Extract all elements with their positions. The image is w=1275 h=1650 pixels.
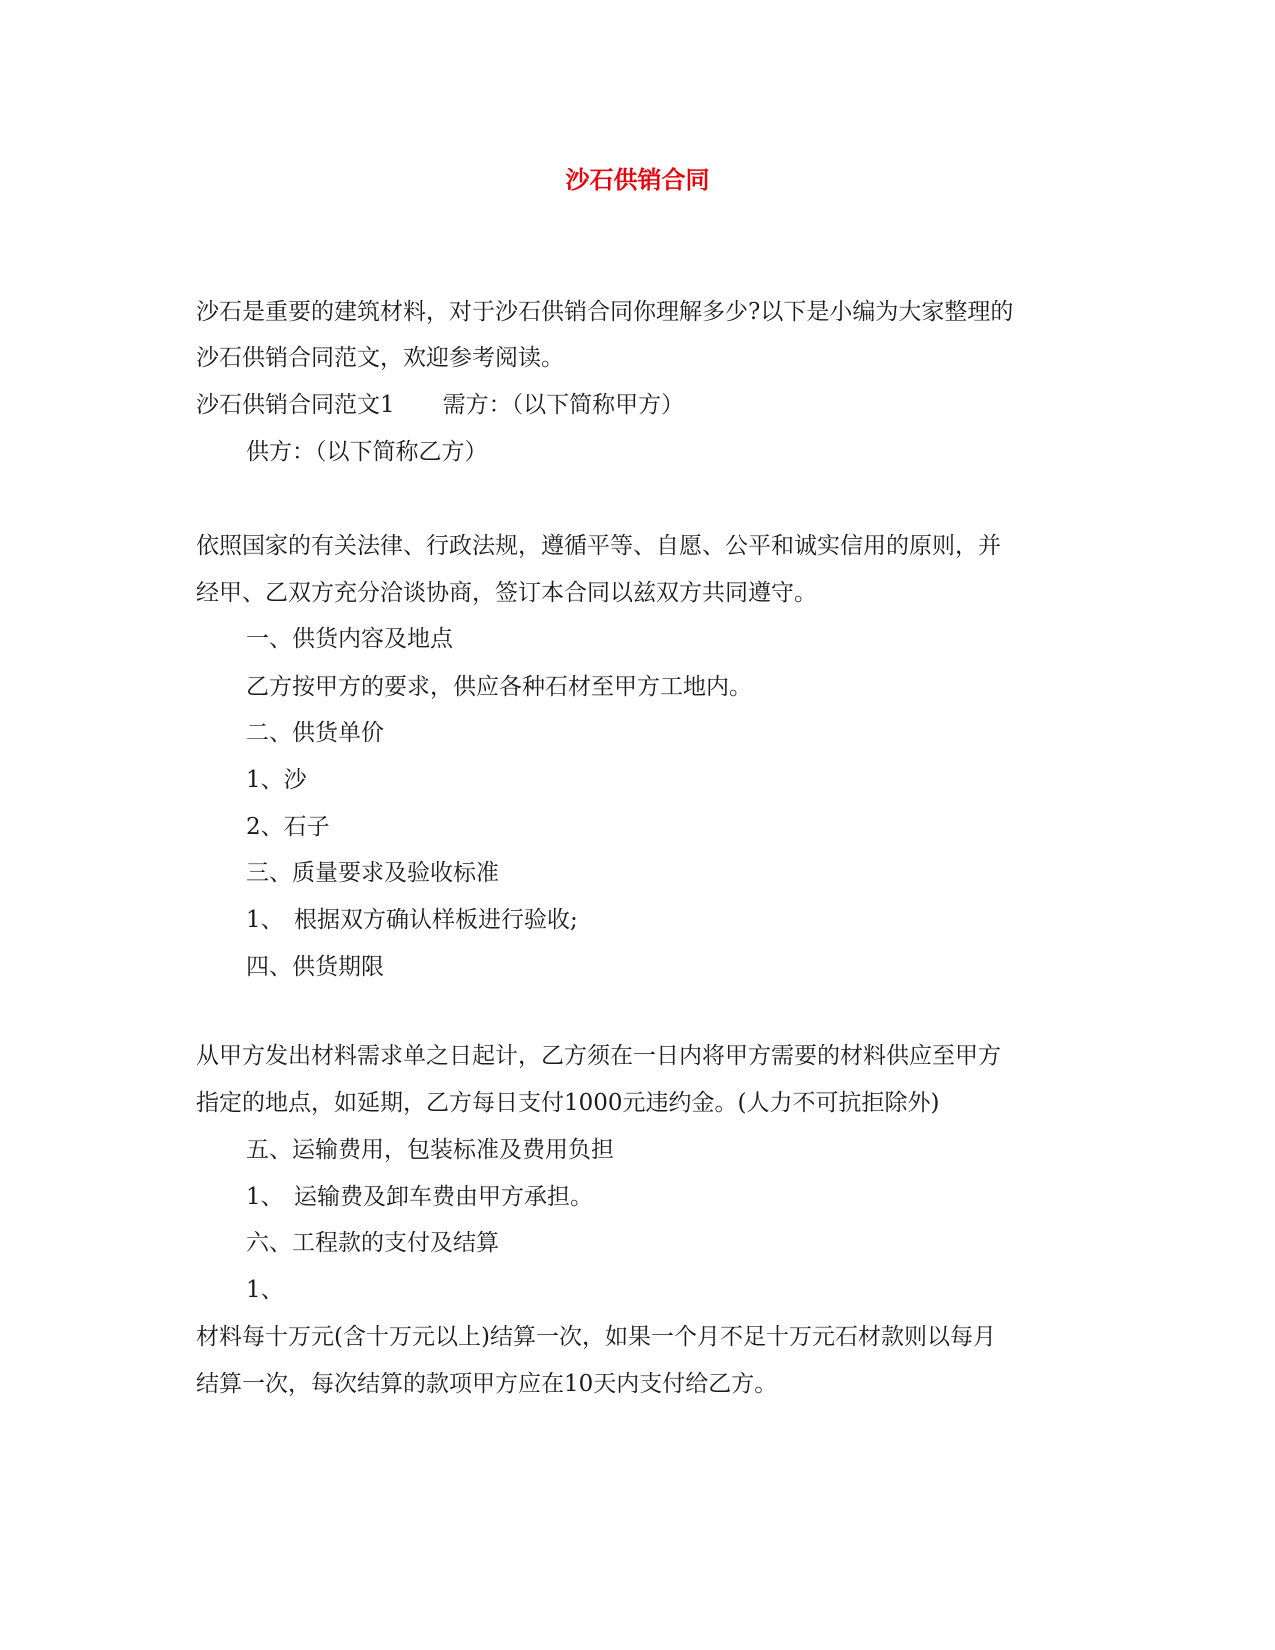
section-3-item-1-text: 根据双方确认样板进行验收; (294, 907, 578, 933)
section-6-title: 六、工程款的支付及结算 (246, 1230, 499, 1256)
section-2-item-1: 1、沙 (246, 767, 307, 793)
section-2-item-2: 2、石子 (246, 814, 330, 840)
buyer-line: 需方：（以下简称甲方） (442, 392, 685, 418)
section-6-text-line-1: 材料每十万元(含十万元以上)结算一次，如果一个月不足十万元石材款则以每月 (196, 1324, 996, 1350)
section-5-item-1-number: 1、 (246, 1184, 284, 1210)
section-6-item-1-number: 1、 (246, 1277, 284, 1303)
section-5-item-1-text: 运输费及卸车费由甲方承担。 (294, 1184, 593, 1210)
seller-line: 供方：（以下简称乙方） (246, 439, 488, 465)
section-3-title: 三、质量要求及验收标准 (246, 860, 499, 886)
sample-heading-line (196, 389, 684, 421)
section-4-text-line-1: 从甲方发出材料需求单之日起计，乙方须在一日内将甲方需要的材料供应至甲方 (196, 1043, 1001, 1069)
section-5-title: 五、运输费用，包装标准及费用负担 (246, 1137, 614, 1163)
sample-heading: 沙石供销合同范文1 (196, 392, 395, 418)
section-5-item-1 (246, 1181, 593, 1213)
preamble-line-2: 经甲、乙双方充分洽谈协商，签订本合同以兹双方共同遵守。 (196, 580, 817, 606)
intro-line-2: 沙石供销合同范文，欢迎参考阅读。 (196, 345, 564, 371)
section-4-title: 四、供货期限 (246, 954, 384, 980)
document-title: 沙石供销合同 (565, 165, 710, 194)
intro-line-1: 沙石是重要的建筑材料，对于沙石供销合同你理解多少?以下是小编为大家整理的 (196, 299, 1014, 325)
section-1-title: 一、供货内容及地点 (246, 626, 453, 652)
section-3-item-1 (246, 904, 578, 936)
section-6-text-line-2: 结算一次，每次结算的款项甲方应在10天内支付给乙方。 (196, 1371, 778, 1397)
section-4-text-line-2: 指定的地点，如延期，乙方每日支付1000元违约金。(人力不可抗拒除外) (196, 1090, 940, 1116)
section-2-title: 二、供货单价 (246, 720, 384, 746)
preamble-line-1: 依照国家的有关法律、行政法规，遵循平等、自愿、公平和诚实信用的原则，并 (196, 533, 1001, 559)
section-3-item-1-number: 1、 (246, 907, 284, 933)
section-1-text: 乙方按甲方的要求，供应各种石材至甲方工地内。 (246, 674, 752, 700)
